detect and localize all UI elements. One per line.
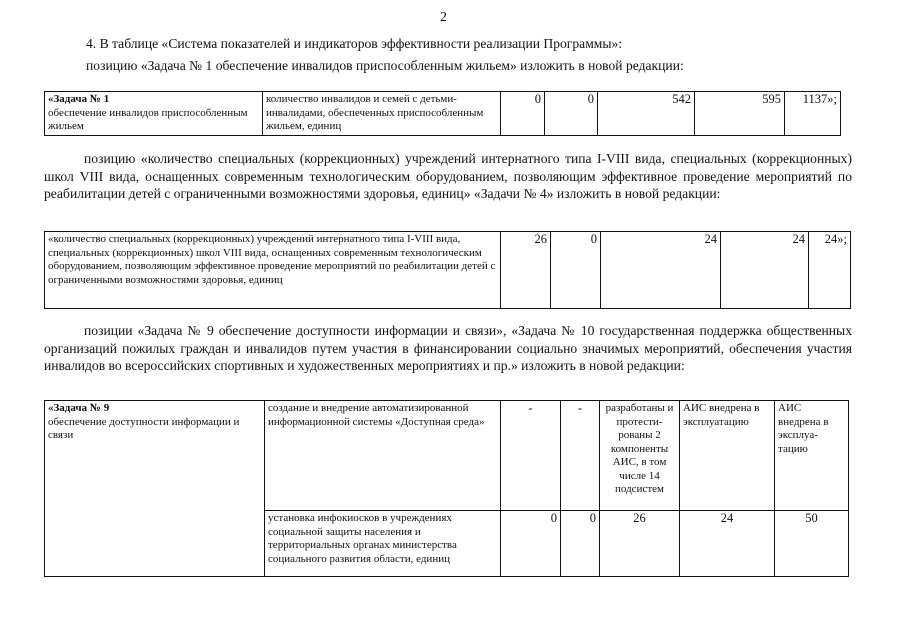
- value-cell: 0: [501, 92, 545, 136]
- page-number: 2: [440, 10, 447, 25]
- value-cell: 0: [501, 511, 561, 577]
- value-cell: 542: [598, 92, 695, 136]
- indicator-cell: «количество специальных (коррекционных) учреждений интернатного типа I-VIII вида, специальных (коррекционных) школ VIII вида, оснащенных современным технологическим оборудованием, позволяющим эффективное проведение мероприятий по реабилитации детей с ограниченными возможностями здоровья, единиц: [45, 232, 501, 309]
- value-cell: 24: [601, 232, 721, 309]
- task-cell: [45, 401, 265, 577]
- indicator-cell: количество инвалидов и семей с детьми-инвалидами, обеспеченных приспособленным жильем, единиц: [263, 92, 501, 136]
- value-cell: 26: [501, 232, 551, 309]
- paragraph-tasks-9-10: позиции «Задача № 9 обеспечение доступности информации и связи», «Задача № 10 государственная поддержка общественных организаций пожилых граждан и инвалидов путем участия в финансировании социально значимых мероприятий, обеспечения участия инвалидов во всероссийских спортивных и художественных мероприятиях и пр.» изложить в новой редакции:: [44, 323, 852, 373]
- heading-line-2: позицию «Задача № 1 обеспечение инвалидов приспособленным жильем» изложить в новой редакции:: [86, 58, 684, 73]
- value-cell: АИС внедрена в эксплуатацию: [680, 401, 775, 511]
- indicator-cell: создание и внедрение автоматизированной информационной системы «Доступная среда»: [265, 401, 501, 511]
- value-cell: 24: [680, 511, 775, 577]
- value-cell: 0: [551, 232, 601, 309]
- task-title: «Задача № 9: [48, 402, 110, 414]
- table-task-1: [44, 91, 841, 136]
- value-cell: 595: [695, 92, 785, 136]
- value-cell: разработаны и протести-рованы 2 компоненты АИС, в том числе 14 подсистем: [600, 401, 680, 511]
- value-cell: 50: [775, 511, 849, 577]
- value-cell: 24»;: [809, 232, 851, 309]
- value-cell: 0: [545, 92, 598, 136]
- task-description: обеспечение инвалидов приспособленным жильем: [48, 106, 248, 132]
- task-title: «Задача № 1: [48, 93, 110, 105]
- value-cell: 0: [561, 511, 600, 577]
- task-description: обеспечение доступности информации и связи: [48, 415, 240, 441]
- heading-line-1: 4. В таблице «Система показателей и индикаторов эффективности реализации Программы»:: [86, 36, 623, 51]
- paragraph-task-4: позицию «количество специальных (коррекционных) учреждений интернатного типа I-VIII вида, специальных (коррекционных) школ VIII вида, оснащенных современным технологическим оборудованием, позволяющим эффективное проведение мероприятий по реабилитации детей с ограниченными возможностями здоровья, единиц» «Задачи № 4» изложить в новой редакции:: [44, 151, 852, 201]
- table-task-4: [44, 231, 851, 309]
- table-task-9: [44, 400, 849, 577]
- value-cell: -: [561, 401, 600, 511]
- value-cell: АИС внедрена в эксплуа-тацию: [775, 401, 849, 511]
- value-cell: 24: [721, 232, 809, 309]
- value-cell: 1137»;: [785, 92, 841, 136]
- task-cell: [45, 92, 263, 136]
- value-cell: 26: [600, 511, 680, 577]
- indicator-cell: установка инфокиосков в учреждениях социальной защиты населения и территориальных органах министерства социального развития области, единиц: [265, 511, 501, 577]
- value-cell: -: [501, 401, 561, 511]
